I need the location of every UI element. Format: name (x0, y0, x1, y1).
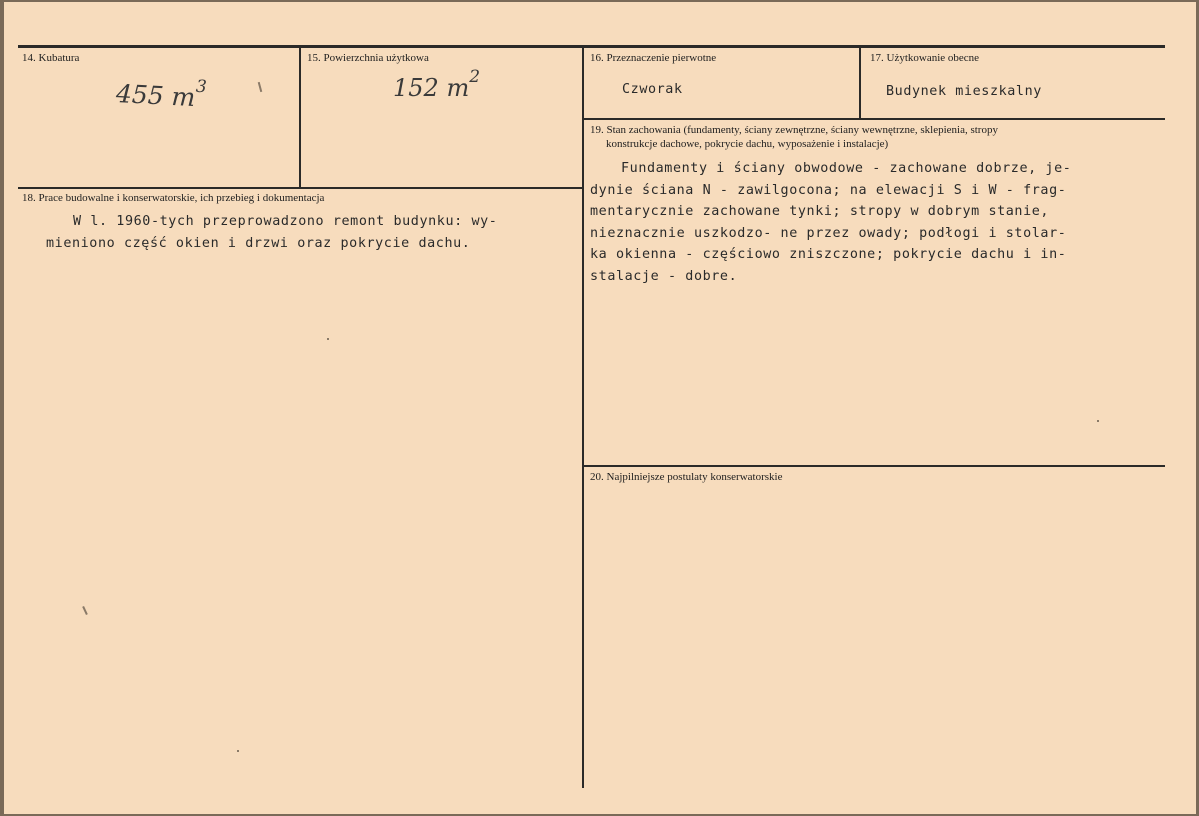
area-exponent: 2 (469, 67, 481, 87)
text-line: mieniono część okien i drzwi oraz pokrycie dachu. (46, 235, 471, 251)
field-17-label: 17. Użytkowanie obecne (870, 52, 980, 64)
text-line: dynie ściana N - zawilgocona; na elewacji S i W - frag- (590, 182, 1067, 198)
text-line: ka okienna - częściowo zniszczone; pokrycie dachu i in- (590, 247, 1067, 262)
paper-speck (1097, 420, 1099, 422)
field-14-label: 14. Kubatura (22, 52, 80, 64)
paper-speck (327, 338, 329, 340)
field-16-value: Czworak (622, 82, 683, 97)
field-16-label: 16. Przeznaczenie pierwotne (590, 52, 717, 64)
field-17-value: Budynek mieszkalny (886, 84, 1042, 99)
field-18-label: 18. Prace budowalne i konserwatorskie, ich przebieg i dokumentacja (22, 192, 325, 204)
rule-above-18 (18, 187, 583, 189)
field-20-label: 20. Najpilniejsze postulaty konserwatorskie (590, 471, 783, 483)
paper-speck (237, 750, 239, 752)
center-divider (582, 48, 584, 788)
text-line: nieznacznie uszkodzo- ne przez owady; podłogi i stolar- (590, 225, 1067, 241)
divider-14-15 (299, 48, 301, 188)
field-15-value (393, 67, 481, 102)
text-line: W l. 1960-tych przeprowadzono remont budynku: wy- (73, 214, 498, 229)
cubature-value: 455 m (115, 78, 197, 113)
field-14-value (115, 78, 207, 113)
area-value: 152 m (393, 74, 470, 102)
text-line: Fundamenty i ściany obwodowe - zachowane dobrze, je- (621, 161, 1072, 176)
paper-speck (82, 606, 88, 615)
cubature-exponent: 3 (195, 76, 208, 98)
divider-16-17 (859, 48, 861, 118)
rule-above-19 (584, 118, 1165, 120)
record-card (4, 2, 1196, 814)
field-18-text (46, 211, 497, 254)
paper-speck (258, 82, 263, 92)
top-rule (18, 45, 1165, 48)
text-line: mentarycznie zachowane tynki; stropy w dobrym stanie, (590, 204, 1050, 219)
field-19-text (590, 158, 1071, 287)
field-15-label: 15. Powierzchnia użytkowa (307, 52, 429, 64)
field-19-label-line-1: 19. Stan zachowania (fundamenty, ściany zewnętrzne, ściany wewnętrzne, sklepienia, stropy (590, 124, 998, 136)
text-line: stalacje - dobre. (590, 268, 738, 284)
field-19-label-line-2: konstrukcje dachowe, pokrycie dachu, wyposażenie i instalacje) (606, 138, 889, 150)
rule-above-20 (584, 465, 1165, 467)
